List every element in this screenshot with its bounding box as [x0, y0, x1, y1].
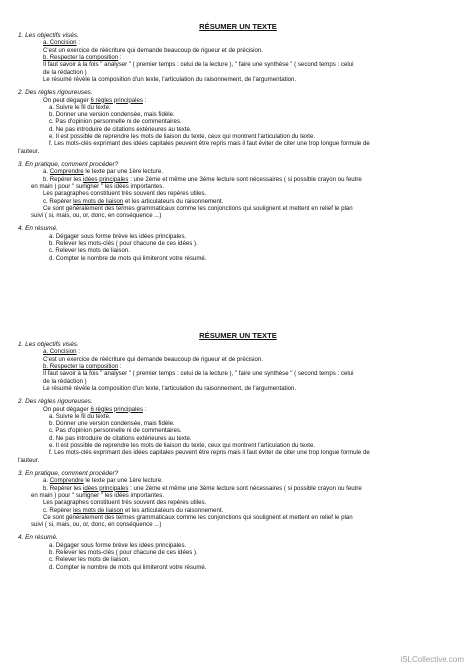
s1-a-text: C'est un exercice de réécriture qui demande beaucoup de rigueur et de précision.	[43, 46, 263, 54]
s1-b-label-line-2	[18, 363, 458, 370]
section-4-heading: 4. En résumé.	[18, 225, 58, 233]
s3-b-underlined-2: idées principales	[82, 484, 129, 492]
s3-p2: Ce sont généralement des termes grammaticaux comme les conjonctions qui soulignent et mettent en relief le plan	[43, 204, 353, 212]
s1-a-label-2: a. Concision	[43, 348, 77, 356]
document-copy-2	[18, 331, 458, 571]
s3-a-underlined-2: Comprendre	[49, 477, 84, 485]
s2-intro-underlined: 6 règles principales	[90, 96, 143, 104]
s3-c-pre-2: c. Repérer	[43, 506, 74, 514]
site-watermark: iSLCollective.com	[400, 655, 464, 664]
s3-p3: suivi ( si, mais, ou, or, donc, en conséquence ...)	[31, 212, 162, 220]
s3-p2-2: Ce sont généralement des termes grammaticaux comme les conjonctions qui soulignent et mettent en relief le plan	[43, 513, 353, 521]
s3-b2-2: en main ) pour " surligner " les idées importantes.	[31, 491, 165, 499]
s2-intro-pre: On peut dégager	[43, 96, 91, 104]
s3-a-underlined: Comprendre	[49, 168, 84, 176]
s3-b-post: : une 2ème et même une 3ème lecture sont nécessaires ( si possible crayon ou feutre	[128, 175, 362, 183]
s3-c-post-2: et les articulateurs du raisonnement.	[123, 506, 224, 514]
s2-item-b: b. Donner une version condensée, mais fidèle.	[49, 111, 175, 119]
document-copy-1	[18, 22, 458, 262]
section-3-heading: 3. En pratique, comment procéder?	[18, 160, 119, 168]
s2-item-f2-2: l'auteur.	[18, 456, 40, 464]
s4-item-b: b. Relever les mots-clés ( pour chacune de ces idées ).	[49, 240, 198, 248]
s2-intro-2	[18, 406, 458, 413]
s3-p3-2: suivi ( si, mais, ou, or, donc, en conséquence ...)	[31, 521, 162, 529]
s2-item-b-2: b. Donner une version condensée, mais fidèle.	[49, 420, 175, 428]
section-2-heading-2: 2. Des règles rigoureuses.	[18, 398, 93, 406]
s3-c	[18, 198, 458, 205]
s3-b-pre: b. Repérer les	[43, 175, 83, 183]
s4-item-b-2: b. Relever les mots-clés ( pour chacune de ces idées ).	[49, 549, 198, 557]
s2-item-e: e. Il est possible de reprendre les mots de liaison du texte, ceux qui montrent l'articulation du texte.	[49, 133, 316, 141]
s3-c-post: et les articulateurs du raisonnement.	[123, 197, 224, 205]
s2-item-f1: f. Les mots-clés exprimant des idées capitales peuvent être repris mais il faut éviter de citer une trop longue formule de	[49, 140, 370, 148]
s3-b-2	[18, 485, 458, 492]
s3-a	[18, 168, 458, 175]
s2-intro	[18, 97, 458, 104]
document-title: RÉSUMER UN TEXTE	[199, 22, 277, 31]
s1-b-label-line	[18, 54, 458, 61]
s4-item-d-2: d. Compter le nombre de mots qui limiteront votre résumé.	[49, 563, 207, 571]
s2-item-d-2: d. Ne pas introduire de citations extérieures au texte.	[49, 434, 192, 442]
s1-b-text3-2: Le résumé révèle la composition d'un texte, l'articulation du raisonnement, de l'argumentation.	[43, 384, 297, 392]
s2-item-e-2: e. Il est possible de reprendre les mots de liaison du texte, ceux qui montrent l'articulation du texte.	[49, 442, 316, 450]
s3-c-underlined: les mots de liaison	[73, 197, 124, 205]
s2-item-d: d. Ne pas introduire de citations extérieures au texte.	[49, 125, 192, 133]
section-1-heading-2: 1. Les objectifs visés.	[18, 341, 79, 348]
s3-a-pre: a.	[43, 168, 50, 176]
s3-a-2	[18, 477, 458, 484]
s3-a-post: le texte par une 1ère lecture.	[83, 168, 163, 176]
s2-item-c-2: c. Pas d'opinion personnelle ni de commentaires.	[49, 427, 182, 435]
s3-b	[18, 176, 458, 183]
s1-b-colon: :	[118, 54, 122, 61]
s4-item-c-2: c. Relever les mots de liaison.	[49, 556, 130, 564]
s1-a-label-line	[18, 39, 458, 46]
section-1-heading: 1. Les objectifs visés.	[18, 32, 79, 39]
s4-item-a: a. Dégager sous forme brève les idées principales.	[49, 232, 187, 240]
s3-p1-2: Les paragraphes constituent très souvent des repères utiles.	[43, 499, 207, 507]
s1-b-text2: de la rédaction )	[43, 68, 87, 76]
s3-b-post-2: : une 2ème et même une 3ème lecture sont nécessaires ( si possible crayon ou feutre	[128, 484, 362, 492]
s1-b-label-2: b. Respecter la composition	[43, 363, 119, 370]
s1-b-text1-2: Il faut savoir à la fois " analyser " ( premier temps : celui de la lecture ), " faire une synthèse " ( second temps : celui	[43, 370, 354, 378]
s1-a-label: a. Concision	[43, 39, 77, 47]
s2-intro-underlined-2: 6 règles principales	[90, 405, 143, 413]
s1-a-text-2: C'est un exercice de réécriture qui demande beaucoup de rigueur et de précision.	[43, 355, 263, 363]
document-title-2: RÉSUMER UN TEXTE	[199, 331, 277, 340]
s2-item-a-2: a. Suivre le fil du texte.	[49, 412, 111, 420]
s3-c-2	[18, 507, 458, 514]
s3-p1: Les paragraphes constituent très souvent des repères utiles.	[43, 190, 207, 198]
s1-b-text1: Il faut savoir à la fois " analyser " ( premier temps : celui de la lecture ), " faire une synthèse " ( second temps : celui	[43, 61, 354, 69]
s2-item-f1-2: f. Les mots-clés exprimant des idées capitales peuvent être repris mais il faut éviter de citer une trop longue formule de	[49, 449, 370, 457]
s2-item-c: c. Pas d'opinion personnelle ni de commentaires.	[49, 118, 182, 126]
s4-item-a-2: a. Dégager sous forme brève les idées principales.	[49, 541, 187, 549]
s3-a-pre-2: a.	[43, 477, 50, 485]
s2-intro-pre-2: On peut dégager	[43, 405, 91, 413]
s2-item-a: a. Suivre le fil du texte.	[49, 103, 111, 111]
s3-b-underlined: idées principales	[82, 175, 129, 183]
section-2-heading: 2. Des règles rigoureuses.	[18, 89, 93, 97]
s3-c-underlined-2: les mots de liaison	[73, 506, 124, 514]
s3-b-pre-2: b. Repérer les	[43, 484, 83, 492]
s2-intro-post: :	[142, 96, 147, 104]
s1-b-text2-2: de la rédaction )	[43, 377, 87, 385]
s3-b2: en main ) pour " surligner " les idées importantes.	[31, 182, 165, 190]
s3-a-post-2: le texte par une 1ère lecture.	[83, 477, 163, 485]
section-4-heading-2: 4. En résumé.	[18, 534, 58, 542]
s1-a-colon: :	[76, 39, 80, 47]
s3-c-pre: c. Repérer	[43, 197, 74, 205]
s1-b-text3: Le résumé révèle la composition d'un texte, l'articulation du raisonnement, de l'argumentation.	[43, 75, 297, 83]
s4-item-d: d. Compter le nombre de mots qui limiteront votre résumé.	[49, 254, 207, 262]
s2-intro-post-2: :	[142, 405, 147, 413]
s1-a-label-line-2	[18, 348, 458, 355]
s2-item-f2: l'auteur.	[18, 147, 40, 155]
s1-b-colon-2: :	[118, 363, 122, 370]
s1-b-label: b. Respecter la composition	[43, 54, 119, 61]
section-3-heading-2: 3. En pratique, comment procéder?	[18, 469, 119, 477]
s4-item-c: c. Relever les mots de liaison.	[49, 247, 130, 255]
s1-a-colon-2: :	[76, 348, 80, 356]
